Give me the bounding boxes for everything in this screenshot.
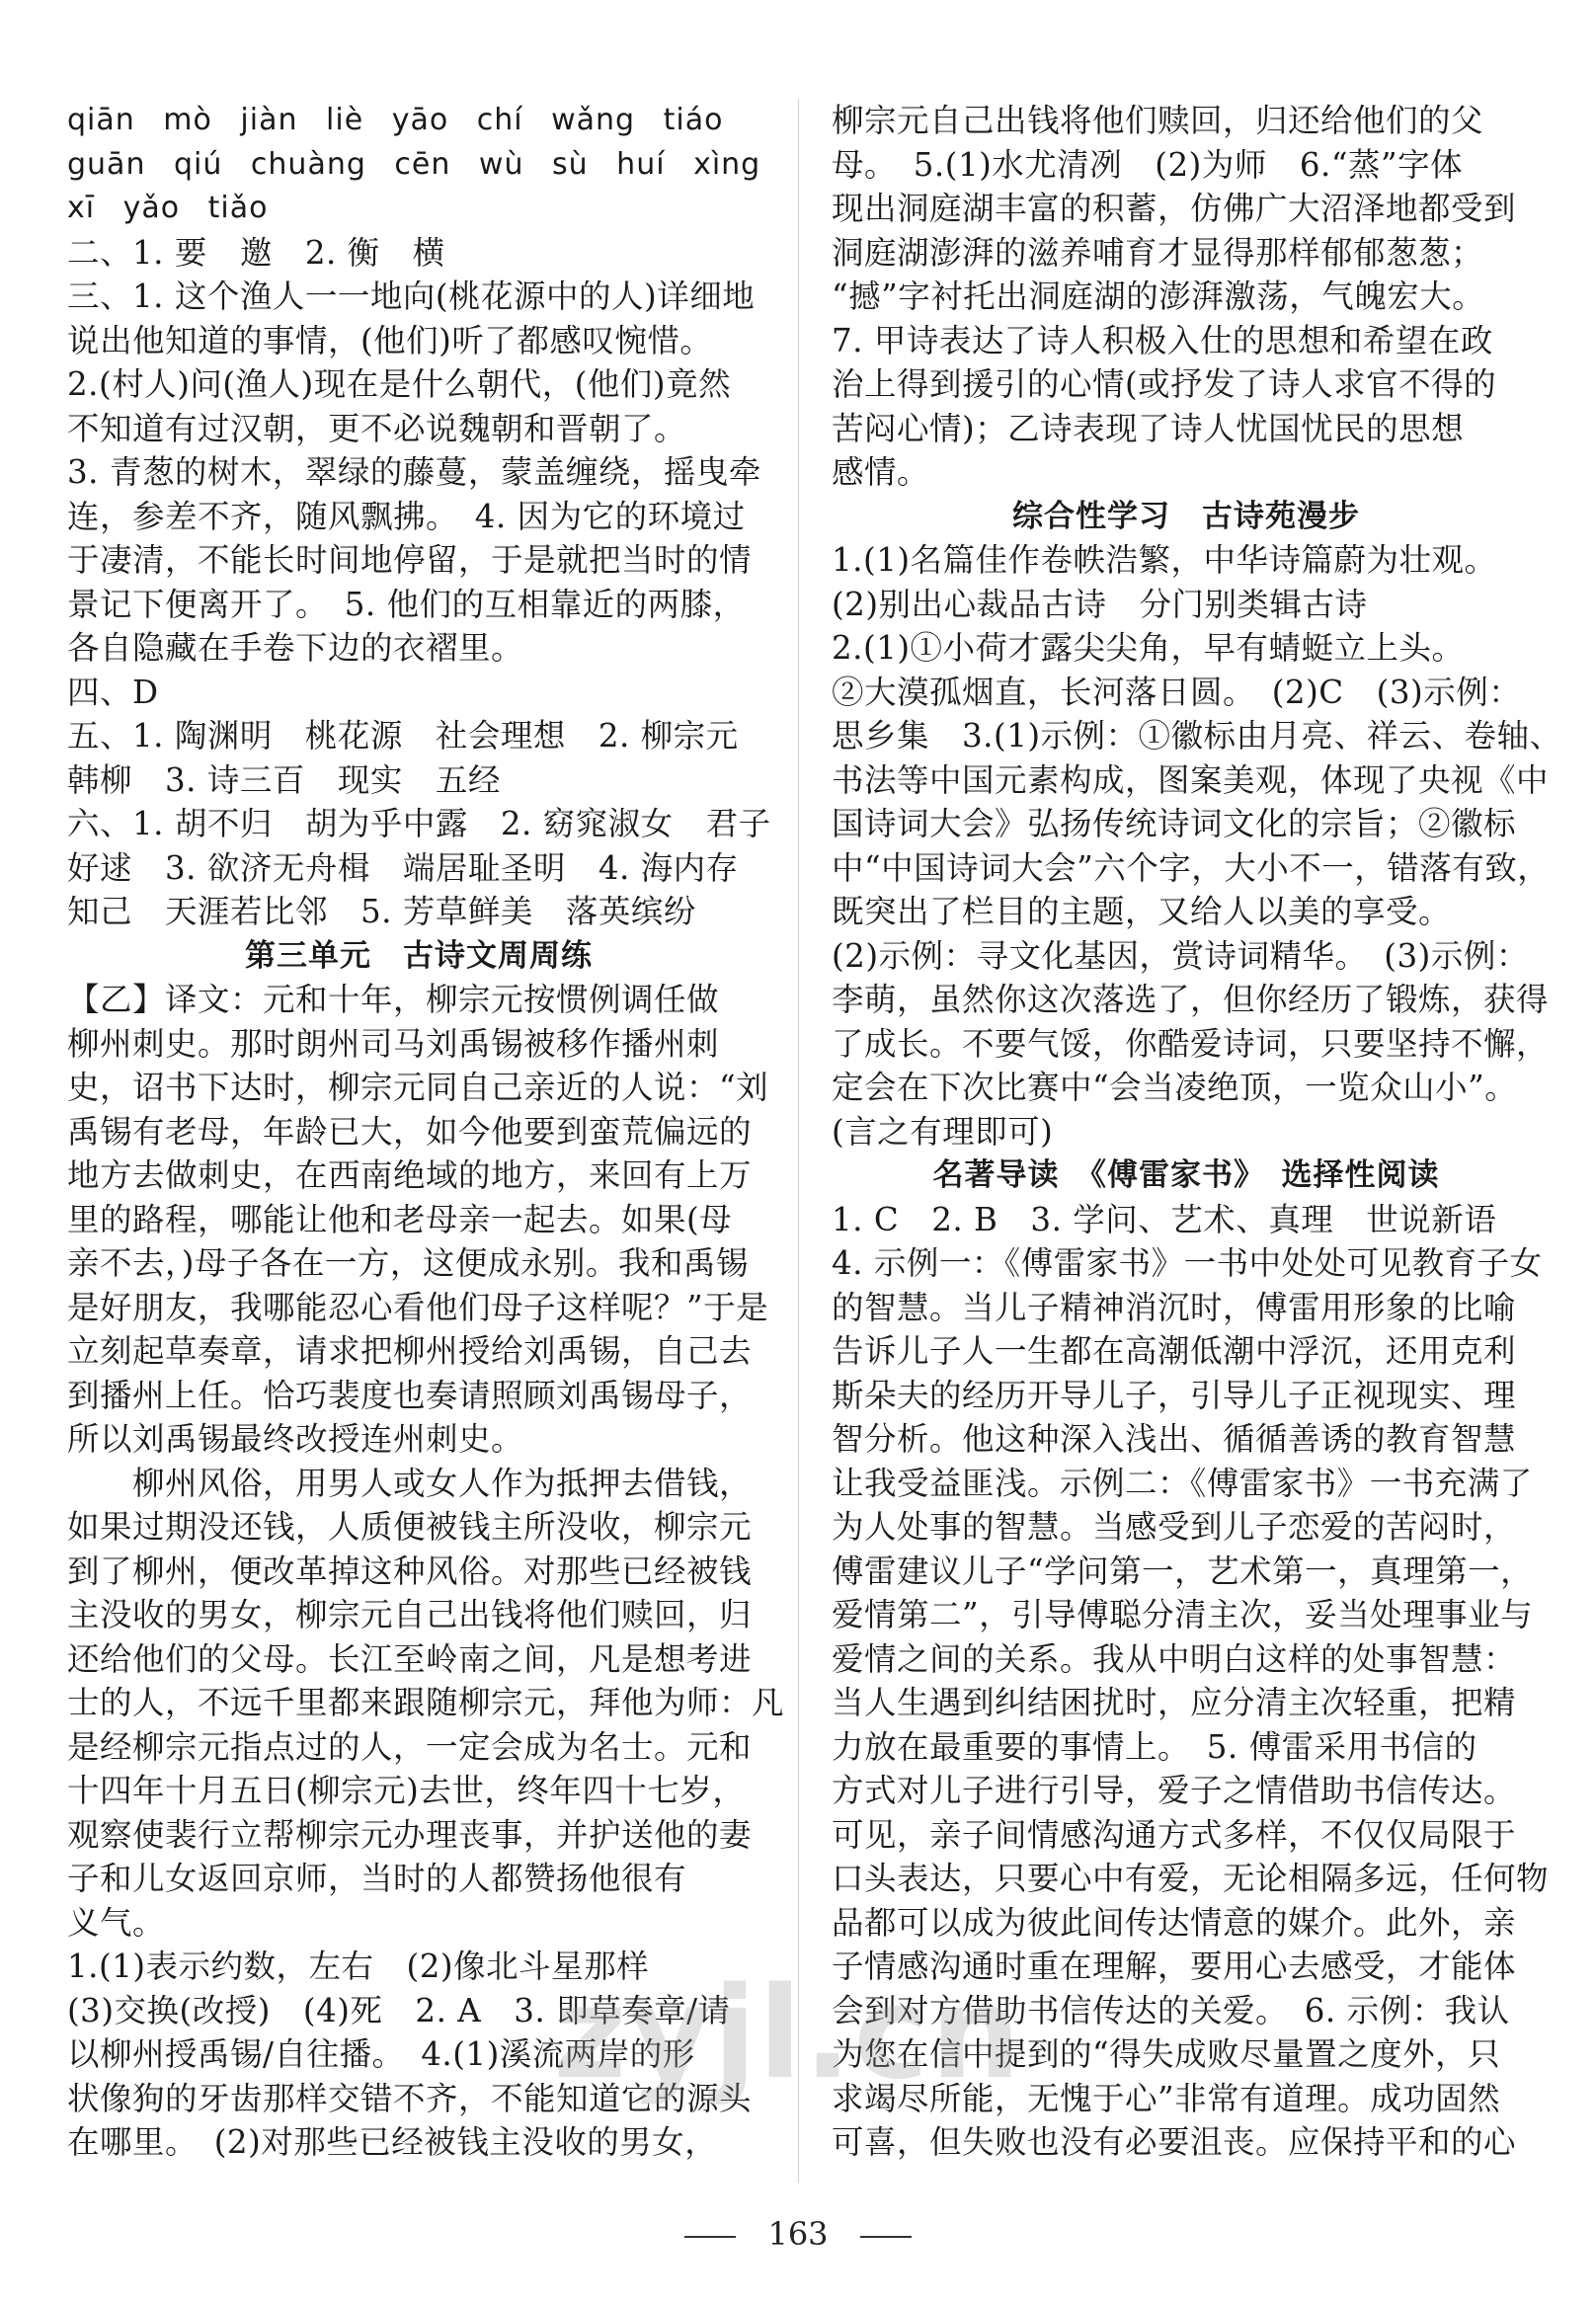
text-line: (2)别出心裁品古诗 分门别类辑古诗 [832,585,1368,623]
text-line: 告诉儿子人一生都在高潮低潮中浮沉，还用克利 [832,1332,1517,1370]
pinyin-line: qiān mò jiàn liè yāo chí wǎng tiáo [67,103,724,137]
text-line: 柳州风俗，用男人或女人作为抵押去借钱， [132,1464,753,1502]
text-line: 立刻起草奏章，请求把柳州授给刘禹锡，自己去 [67,1332,753,1370]
text-line: 4. 示例一：《傅雷家书》一书中处处可见教育子女 [832,1244,1543,1282]
section-heading: 名著导读 《傅雷家书》 选择性阅读 [932,1157,1440,1193]
text-line: 十四年十月五日(柳宗元)去世，终年四十七岁， [67,1772,746,1809]
text-line: 1.(1)表示约数，左右 (2)像北斗星那样 [67,1948,650,1985]
text-line: 为您在信中提到的“得失成败尽量置之度外，只 [832,2035,1501,2073]
text-line: 如果过期没还钱，人质便被钱主所没收，柳宗元 [67,1508,753,1546]
text-line: 士的人，不远千里都来跟随柳宗元，拜他为师：凡 [67,1684,785,1721]
text-line: 子情感沟通时重在理解，要用心去感受，才能体 [832,1948,1517,1985]
text-line: 柳州刺史。那时朗州司马刘禹锡被移作播州刺 [67,1024,720,1063]
text-line: 观察使裴行立帮柳宗元办理丧事，并护送他的妻 [67,1815,753,1854]
text-line: 里的路程，哪能让他和老母亲一起去。如果(母 [67,1200,733,1238]
text-line: 让我受益匪浅。示例二：《傅雷家书》一书充满了 [832,1464,1533,1502]
text-line: (言之有理即可) [832,1112,1054,1151]
text-line: 地方去做刺史，在西南绝域的地方，来回有上万 [67,1156,753,1194]
footer-dash-right [860,2236,912,2238]
text-line: 亲不去，)母子各在一方，这便成永别。我和禹锡 [67,1244,749,1282]
text-line: 主没收的男女，柳宗元自己出钱将他们赎回，归 [67,1596,753,1633]
text-line: 的智慧。当儿子精神消沉时，傅雷用形象的比喻 [832,1288,1517,1326]
text-line: 爱情之间的关系。我从中明白这样的处事智慧： [832,1639,1517,1678]
text-line: 7. 甲诗表达了诗人积极入仕的思想和希望在政 [832,321,1493,359]
text-line: 斯朵夫的经历开导儿子，引导儿子正视现实、理 [832,1376,1517,1414]
text-line: 各自隐藏在手卷下边的衣褶里。 [67,629,524,667]
text-line: 还给他们的父母。长江至岭南之间，凡是想考进 [67,1639,753,1678]
text-line: 智分析。他这种深入浅出、循循善诱的教育智慧 [832,1420,1517,1458]
text-line: 感情。 [832,453,930,491]
text-line: 连，参差不齐，随风飘拂。 4. 因为它的环境过 [67,497,746,535]
text-line: 中“中国诗词大会”六个字，大小不一，错落有致， [832,848,1551,887]
text-line: 3. 青葱的树木，翠绿的藤蔓，蒙盖缠绕，摇曳牵 [67,453,761,491]
text-line: (2)示例：寻文化基因，赏诗词精华。 (3)示例： [832,936,1529,975]
text-line: ②大漠孤烟直，长河落日圆。 (2)C (3)示例： [832,673,1522,711]
text-line: 子和儿女返回京师，当时的人都赞扬他很有 [67,1860,687,1897]
text-line: 力放在最重要的事情上。 5. 傅雷采用书信的 [832,1727,1477,1766]
text-line: 为人处事的智慧。当感受到儿子恋爱的苦闷时， [832,1508,1517,1546]
section-heading: 综合性学习 古诗苑漫步 [1012,498,1360,534]
right-column [832,99,1562,2165]
text-line: 以柳州授禹锡/自往播。 4.(1)溪流两岸的形 [67,2035,695,2073]
text-line: 方式对儿子进行引导，爱子之情借助书信传达。 [832,1772,1517,1809]
text-line: 禹锡有老母，年龄已大，如今他要到蛮荒偏远的 [67,1112,753,1151]
text-line: 知己 天涯若比邻 5. 芳草鲜美 落英缤纷 [67,893,696,930]
text-line: 母。 5.(1)水尤清冽 (2)为师 6.“蒸”字体 [832,145,1464,184]
text-line: 2.(村人)问(渔人)现在是什么朝代，(他们)竟然 [67,365,732,403]
text-line: 1. C 2. B 3. 学问、艺术、真理 世说新语 [832,1200,1497,1238]
text-line: 洞庭湖澎湃的滋养哺育才显得那样郁郁葱葱； [832,233,1484,272]
text-line: 是经柳宗元指点过的人，一定会成为名士。元和 [67,1727,753,1766]
text-line: 不知道有过汉朝，更不必说魏朝和晋朝了。 [67,409,687,447]
text-line: 【乙】译文：元和十年，柳宗元按惯例调任做 [67,981,720,1018]
text-line: 到了柳州，便改革掉这种风俗。对那些已经被钱 [67,1551,753,1590]
text-line: 是好朋友，我哪能忍心看他们母子这样呢？”于是 [67,1288,769,1326]
text-line: 四、D [67,673,159,711]
footer-dash-left [684,2236,736,2238]
text-line: 五、1. 陶渊明 桃花源 社会理想 2. 柳宗元 [67,717,739,755]
section-heading: 第三单元 古诗文周周练 [245,937,593,974]
pinyin-line: xī yǎo tiǎo [67,191,269,225]
text-line: 在哪里。 (2)对那些已经被钱主没收的男女， [67,2123,718,2161]
text-line: 史，诏书下达时，柳宗元同自己亲近的人说：“刘 [67,1069,769,1106]
text-line: 现出洞庭湖丰富的积蓄，仿佛广大沼泽地都受到 [832,190,1517,227]
text-line: 苦闷心情)；乙诗表现了诗人忧国忧民的思想 [832,409,1465,447]
text-line: 说出他知道的事情，(他们)听了都感叹惋惜。 [67,321,713,359]
column-divider [798,99,799,2183]
left-column [67,99,785,2165]
text-line: 傅雷建议儿子“学问第一，艺术第一，真理第一， [832,1551,1534,1590]
text-line: 1.(1)名篇佳作卷帙浩繁，中华诗篇蔚为壮观。 [832,541,1497,579]
text-line: 求竭尽所能，无愧于心”非常有道理。成功固然 [832,2079,1501,2117]
text-line: 品都可以成为彼此间传达情意的媒介。此外，亲 [832,1903,1517,1942]
text-line: 可喜，但失败也没有必要沮丧。应保持平和的心 [832,2123,1517,2161]
text-line: 既突出了栏目的主题，又给人以美的享受。 [832,893,1452,930]
text-line: 三、1. 这个渔人一一地向(桃花源中的人)详细地 [67,278,756,315]
text-line: 韩柳 3. 诗三百 现实 五经 [67,760,501,799]
pinyin-line: guān qiú chuàng cēn wù sù huí xìng [67,146,761,182]
text-line: 了成长。不要气馁，你酷爱诗词，只要坚持不懈， [832,1024,1550,1063]
text-line: 国诗词大会》弘扬传统诗词文化的宗旨；②徽标 [832,805,1517,842]
text-line: 当人生遇到纠结困扰时，应分清主次轻重，把精 [832,1684,1517,1721]
text-line: 于凄清，不能长时间地停留，于是就把当时的情 [67,541,753,579]
text-line: 所以刘禹锡最终改授连州刺史。 [67,1420,524,1458]
text-line: 六、1. 胡不归 胡为乎中露 2. 窈窕淑女 君子 [67,805,771,842]
text-line: “撼”字衬托出洞庭湖的澎湃激荡，气魄宏大。 [832,278,1485,315]
text-line: 景记下便离开了。 5. 他们的互相靠近的两膝， [67,585,746,623]
text-line: 2.(1)①小荷才露尖尖角，早有蜻蜓立上头。 [832,629,1465,667]
text-line: 义气。 [67,1903,166,1942]
text-line: 二、1. 要 邀 2. 衡 横 [67,233,445,272]
text-line: 可见，亲子间情感沟通方式多样，不仅仅局限于 [832,1815,1517,1854]
text-line: 书法等中国元素构成，图案美观，体现了央视《中 [832,760,1550,799]
page-number: 163 [767,2215,829,2253]
text-line: (3)交换(改授) (4)死 2. A 3. 即草奏章/请 [67,1991,731,2029]
text-line: 到播州上任。恰巧裴度也奏请照顾刘禹锡母子， [67,1376,753,1414]
text-line: 爱情第二”，引导傅聪分清主次，妥当处理事业与 [832,1596,1534,1633]
text-line: 柳宗元自己出钱将他们赎回，归还给他们的父 [832,102,1484,139]
text-line: 思乡集 3.(1)示例：①徽标由月亮、祥云、卷轴、 [832,717,1562,755]
text-line: 状像狗的牙齿那样交错不齐，不能知道它的源头 [67,2079,753,2117]
text-line: 好逑 3. 欲济无舟楫 端居耻圣明 4. 海内存 [67,848,739,887]
watermark: zyjl.cn [553,1960,1023,2107]
page-footer [0,2215,1596,2253]
text-line: 会到对方借助书信传达的关爱。 6. 示例：我认 [832,1991,1510,2029]
text-line: 口头表达，只要心中有爱，无论相隔多远，任何物 [832,1860,1550,1897]
text-line: 治上得到援引的心情(或抒发了诗人求官不得的 [832,365,1497,403]
text-line: 定会在下次比赛中“会当凌绝顶，一览众山小”。 [832,1069,1518,1106]
text-line: 李萌，虽然你这次落选了，但你经历了锻炼，获得 [832,981,1550,1018]
